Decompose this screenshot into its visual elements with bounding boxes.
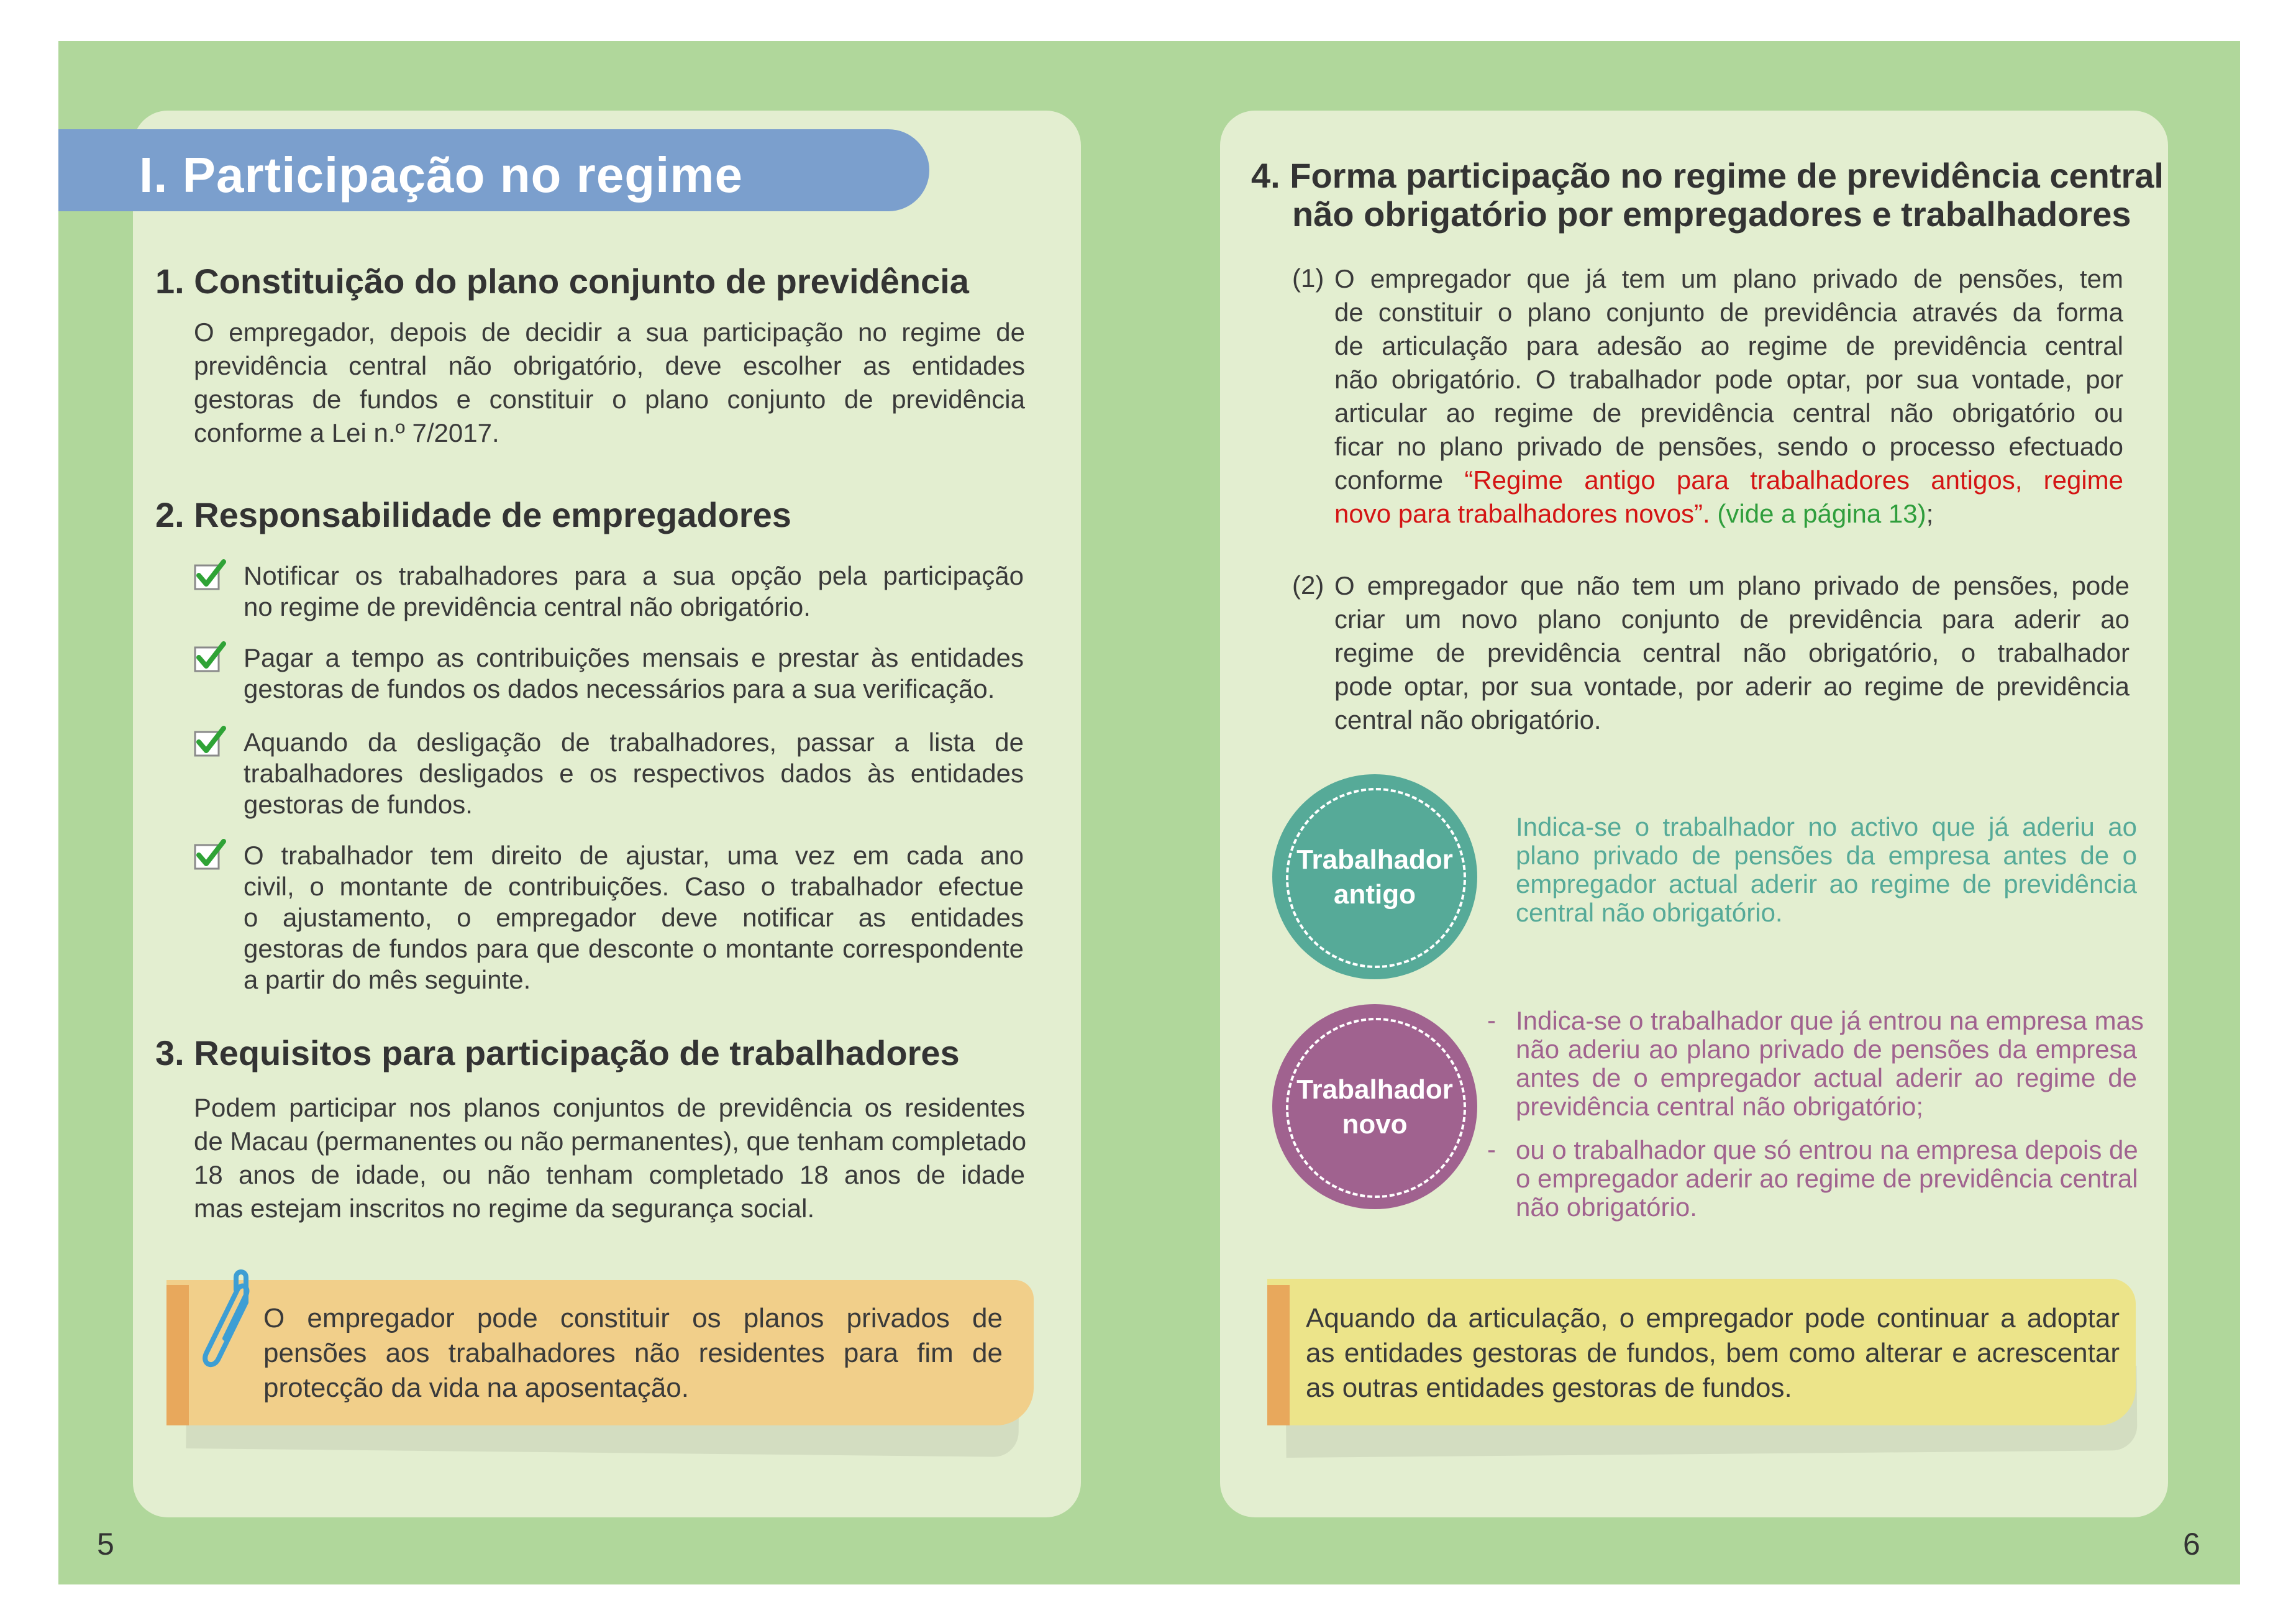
note-text-left: O empregador pode constituir os planos privados de pensões aos trabalhadores não residentes para fim de protecção da vida na aposentação. <box>263 1303 1003 1403</box>
bullet-notificar: Notificar os trabalhadores para a sua opção pela participação no regime de previdência central não obrigatório. <box>244 561 1024 621</box>
definition-trabalhador-novo-b: ou o trabalhador que só entrou na empresa depois de o empregador aderir ao regime de previdência central não obrigatório. <box>1516 1135 2138 1222</box>
paperclip-icon <box>200 1265 257 1374</box>
definition-trabalhador-novo-a: Indica-se o trabalhador que já entrou na empresa mas não aderiu ao plano privado de pensões da empresa antes de o empregador actual aderir ao regime de previdência central não obrigatório; <box>1516 1006 2144 1121</box>
badge-trabalhador-antigo: Trabalhador antigo <box>1272 774 1477 979</box>
bullet-pagar: Pagar a tempo as contribuições mensais e prestar às entidades gestoras de fundos os dados necessários para a sua verificação. <box>244 643 1024 703</box>
paragraph-requisitos: Podem participar nos planos conjuntos de previdência os residentes de Macau (permanentes ou não permanentes), que tenham completado 18 anos de idade, ou não tenham completado 18 anos de idade mas estejam inscritos no regime da segurança social. <box>194 1093 1027 1223</box>
definition-trabalhador-antigo: Indica-se o trabalhador no activo que já aderiu ao plano privado de pensões da empresa antes de o empregador actual aderir ao regime de previdência central não obrigatório. <box>1516 812 2137 927</box>
note-accent-strip <box>166 1285 189 1425</box>
checkbox-check-icon <box>194 559 226 592</box>
page-number-right: 6 <box>2183 1527 2200 1561</box>
paragraph-item-1: O empregador que já tem um plano privado de pensões, tem de constituir o plano conjunto de previdência através da forma de articulação para adesão ao regime de previdência central não obrigatório. O trabalhador pode optar, por sua vontade, por articular ao regime de previdência central não obrigatório ou ficar no plano privado de pensões, sendo o processo efectuado conforme “Regime antigo para trabalhadores antigos, regime novo para trabalhadores novos”. (vide a página 13); <box>1334 264 2123 528</box>
paragraph-item-2: O empregador que não tem um plano privado de pensões, pode criar um novo plano conjunto de previdência para aderir ao regime de previdência central não obrigatório, o trabalhador pode optar, por sua vontade, por aderir ao regime de previdência central não obrigatório. <box>1334 571 2130 734</box>
paragraph-constituicao: O empregador, depois de decidir a sua participação no regime de previdência central não obrigatório, deve escolher as entidades gestoras de fundos e constituir o plano conjunto de previdência conforme a Lei n.º 7/2017. <box>194 318 1025 447</box>
heading-forma-participacao: 4. Forma participação no regime de previdência central não obrigatório por empregadores e trabalhadores <box>1251 156 2164 234</box>
page-number-left: 5 <box>97 1527 114 1561</box>
bullet-desligacao: Aquando da desligação de trabalhadores, passar a lista de trabalhadores desligados e os respectivos dados às entidades gestoras de fundos. <box>244 728 1024 819</box>
bullet-ajustar: O trabalhador tem direito de ajustar, uma vez em cada ano civil, o montante de contribuições. Caso o trabalhador efectue o ajustamento, o empregador deve notificar as entidades gestoras de fundos para que desconte o montante correspondente a partir do mês seguinte. <box>244 841 1024 994</box>
heading-responsabilidade: 2. Responsabilidade de empregadores <box>155 495 791 534</box>
checkbox-check-icon <box>194 839 226 871</box>
item-marker-1: (1) <box>1292 263 1324 293</box>
note-text-right: Aquando da articulação, o empregador pode continuar a adoptar as entidades gestoras de fundos, bem como alterar e acrescentar as outras entidades gestoras de fundos. <box>1306 1303 2120 1403</box>
checkbox-check-icon <box>194 726 226 758</box>
item-marker-2: (2) <box>1292 570 1324 600</box>
badge-trabalhador-novo: Trabalhador novo <box>1272 1004 1477 1209</box>
dash-marker: - <box>1487 1005 1496 1035</box>
note-accent-strip <box>1267 1285 1290 1425</box>
heading-constituicao: 1. Constituição do plano conjunto de previdência <box>155 262 969 301</box>
checkbox-check-icon <box>194 641 226 674</box>
dash-marker: - <box>1487 1135 1496 1164</box>
heading-requisitos: 3. Requisitos para participação de trabalhadores <box>155 1033 960 1072</box>
section-title: I. Participação no regime <box>139 147 743 203</box>
